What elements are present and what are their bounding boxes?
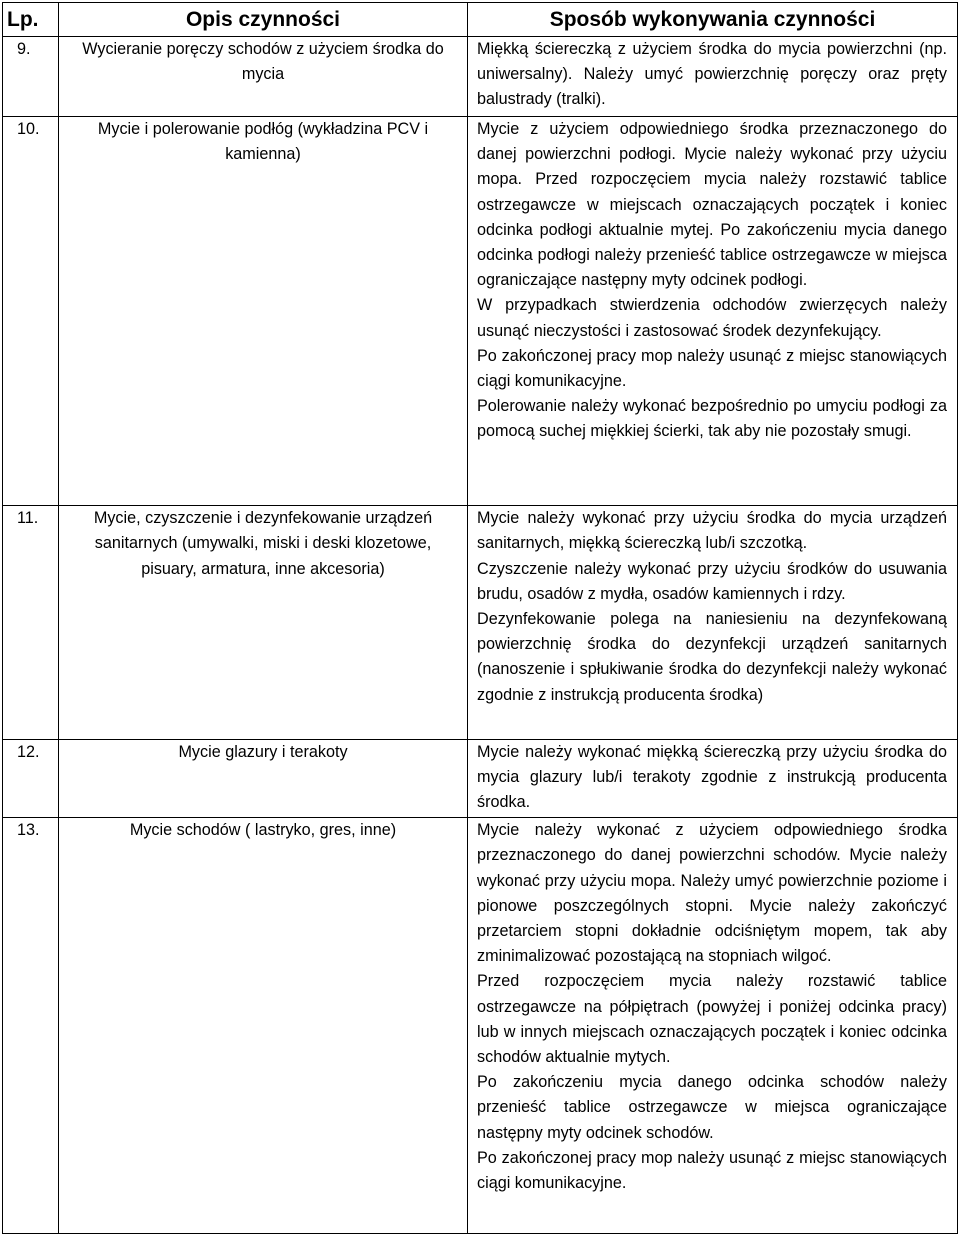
table-header-row <box>3 3 958 37</box>
header-method: Sposób wykonywania czynności <box>468 3 958 37</box>
activity-description: Wycieranie poręczy schodów z użyciem środka do mycia <box>59 37 468 117</box>
table-row <box>3 37 958 117</box>
method-paragraph: Po zakończonej pracy mop należy usunąć z miejsc stanowiących ciągi komunikacyjne. <box>477 1148 947 1192</box>
header-lp: Lp. <box>3 3 59 37</box>
method-paragraph: Przed rozpoczęciem mycia należy rozstawić tablice ostrzegawcze na półpiętrach (powyżej i poniżej odcinka pracy) lub w innych miejscach oznaczających początek i koniec odcinka schodów aktualnie mytych. <box>477 972 947 1066</box>
row-number: 12. <box>3 739 59 817</box>
table-row <box>3 116 958 505</box>
row-number: 11. <box>3 506 59 740</box>
activity-description: Mycie schodów ( lastryko, gres, inne) <box>59 818 468 1234</box>
method-paragraph: Dezynfekowanie polega na naniesieniu na dezynfekowaną powierzchnię środka do dezynfekcji urządzeń sanitarnych (nanoszenie i spłukiwanie środka do dezynfekcji należy wykonać zgodnie z instrukcją producenta środka) <box>477 609 947 704</box>
method-paragraph: Mycie z użyciem odpowiedniego środka przeznaczonego do danej powierzchni podłogi. Mycie należy wykonać przy użyciu mopa. Przed rozpoczęciem mycia należy rozstawić tablice ostrzegawcze w miejscach oznaczających początek i koniec odcinka podłogi aktualnie mytej. Po zakończeniu mycia danego odcinka podłogi należy przenieść tablice ostrzegawcze w miejsca ograniczające następny myty odcinek podłogi. <box>477 119 947 290</box>
activity-description: Mycie i polerowanie podłóg (wykładzina PCV i kamienna) <box>59 116 468 505</box>
method-cell <box>468 739 958 817</box>
method-cell <box>468 506 958 740</box>
method-paragraph: W przypadkach stwierdzenia odchodów zwierzęcych należy usunąć nieczystości i zastosować środek dezynfekujący. <box>477 296 947 340</box>
method-cell <box>468 37 958 117</box>
cleaning-procedures-table <box>2 2 958 1234</box>
row-number: 10. <box>3 116 59 505</box>
method-cell <box>468 116 958 505</box>
activity-description: Mycie, czyszczenie i dezynfekowanie urządzeń sanitarnych (umywalki, miski i deski klozetowe, pisuary, armatura, inne akcesoria) <box>59 506 468 740</box>
method-paragraph: Miękką ściereczką z użyciem środka do mycia powierzchni (np. uniwersalny). Należy umyć powierzchnię poręczy oraz pręty balustrady (tralki). <box>477 40 947 109</box>
method-paragraph: Po zakończeniu mycia danego odcinka schodów należy przenieść tablice ostrzegawcze w miejsca ograniczające następny myty odcinek schodów. <box>477 1073 947 1142</box>
method-paragraph: Czyszczenie należy wykonać przy użyciu środków do usuwania brudu, osadów z mydła, osadów kamiennych i rdzy. <box>477 559 947 603</box>
row-number: 13. <box>3 818 59 1234</box>
table-row <box>3 818 958 1234</box>
header-description: Opis czynności <box>59 3 468 37</box>
table-row <box>3 506 958 740</box>
table-row <box>3 739 958 817</box>
method-paragraph: Mycie należy wykonać przy użyciu środka do mycia urządzeń sanitarnych, miękką ściereczką lub/i szczotką. <box>477 509 947 553</box>
activity-description: Mycie glazury i terakoty <box>59 739 468 817</box>
method-cell <box>468 818 958 1234</box>
method-paragraph: Mycie należy wykonać miękką ściereczką przy użyciu środka do mycia glazury lub/i terakoty zgodnie z instrukcją producenta środka. <box>477 742 947 812</box>
method-paragraph: Po zakończonej pracy mop należy usunąć z miejsc stanowiących ciągi komunikacyjne. <box>477 346 947 390</box>
method-paragraph: Polerowanie należy wykonać bezpośrednio po umyciu podłogi za pomocą suchej miękkiej ścierki, tak aby nie pozostały smugi. <box>477 397 947 441</box>
method-paragraph: Mycie należy wykonać z użyciem odpowiedniego środka przeznaczonego do danej powierzchni schodów. Mycie należy wykonać przy użyciu mopa. Należy umyć powierzchnie poziome i pionowe poszczególnych stopni. Mycie należy zakończyć przetarciem stopni dokładnie odciśniętym mopem, tak aby zminimalizować pozostającą na stopniach wilgoć. <box>477 821 947 966</box>
row-number: 9. <box>3 37 59 117</box>
